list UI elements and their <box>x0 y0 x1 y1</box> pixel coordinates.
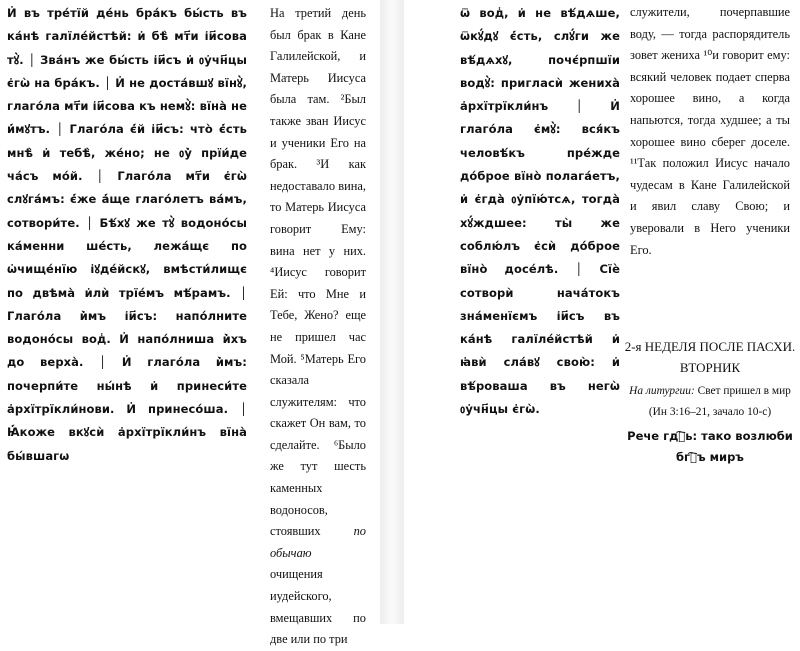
russian-text-italic-segment: по обычаю <box>270 524 366 560</box>
russian-text-segment: очищения иудейского, вмещавших по две или по три <box>270 567 366 647</box>
reading-label: На литургии: <box>629 385 695 397</box>
russian-text-column <box>630 2 790 261</box>
slavonic-incipit: Рече гдⷭ҇ь: тако возлюби бгⷭ҇ъ миръ <box>627 429 793 464</box>
reading-reference: (Ин 3:16–21, зачало 10-с) <box>648 406 772 418</box>
book-gutter <box>380 0 404 624</box>
slavonic-gospel-text: И҆ въ тре́тїй де́нь бра́къ бы́сть въ ка́нѣ галїле́йстѣй: и҆ бѣ̀ мт҃и і҆и҃сова тꙋ̀. │ Зва́нъ же бы́сть і҆и҃съ и҆ ᲂу҆чн҃цы є҆гѡ̀ на бра́къ. │ И҆ не доста́вшꙋ вїнꙋ̀, глаго́ла мт҃и і҆и҃сова къ немꙋ̀: вїна̀ не и҆́мꙋтъ. │ Глаго́ла є҆́й і҆и҃съ: что̀ є҆́сть мнѣ̀ и҆ тебѣ̀, же́но; не ᲂу҆̀ прїи́де ча́съ мо́й. │ Глаго́ла мт҃и є҆гѡ̀ слꙋга́мъ: є҆́же а҆́ще глаго́летъ ва́мъ, сотвори́те. │ Бѣ́хꙋ же тꙋ̀ водоно́сы ка́менни ше́сть, лежа́щє по ѡ҆чище́нїю і҆ꙋде́йскꙋ, вмѣсти́лищє по двѣма̀ и҆лѝ трїе́мъ мѣ́рамъ. │ Глаго́ла и҆̀мъ і҆и҃съ: напо́лните водоно́сы вод̾. И҆ напо́лниша и҆̀хъ до верха̀. │ И҆ глаго́ла и҆̀мъ: почерпи́те ны́нѣ и҆ принеси́те а҆рхїтрїкли́нови. И҆ принесо́ша. │ Ꙗ҆́коже вкꙋсѝ а҆рхїтрїкли́нъ вїна̀ бы́вшагѡ <box>7 6 247 463</box>
reading-info <box>620 381 800 423</box>
right-page <box>404 0 800 624</box>
left-page <box>0 0 380 647</box>
russian-gospel-text <box>270 3 366 651</box>
russian-text-segment: На третий день был брак в Кане Галилейской, и Матерь Иисуса была там. ²Был также зван Иисус и ученики Его на брак. ³И как недоставало вина, то Матерь Иисуса говорит Ему: вина нет у них. ⁴Иисус говорит Ей: что Мне и Тебе, Жено? еще не пришел час Мой. ⁵Матерь Его сказала служителям: что скажет Он вам, то сделайте. ⁶Было же тут шесть каменных водоносов, стоявших <box>270 6 366 539</box>
section-heading: 2-я НЕДЕЛЯ ПОСЛЕ ПАСХИ. ВТОРНИК <box>624 339 796 375</box>
russian-gospel-text: служители, почерпавшие воду, — тогда распорядитель зовет жениха ¹⁰и говорит ему: всякий человек подает сперва хорошее вино, а когда напьются, тогда худшее; а ты хорошее вино сберег доселе. ¹¹Так положил Иисус начало чудесам в Кане Галилейской и явил славу Свою; и уверовали в Него ученики Его. <box>630 5 790 257</box>
reading-title: Свет пришел в мир <box>694 385 791 397</box>
russian-text-column <box>270 3 366 651</box>
reading-line <box>620 381 800 402</box>
slavonic-text-column <box>460 2 620 421</box>
slavonic-text-column <box>7 2 247 468</box>
slavonic-gospel-text: ѿ вод̾, и҆ не вѣ́дѧше, ѿкꙋ́дꙋ є҆́сть, слꙋ́ги же вѣ́дѧхꙋ, почє́рпшїи водꙋ̀: пригласѝ жениха̀ а҆рхїтрїкли́нъ │ И҆ глаго́ла є҆мꙋ̀: вся́къ человѣ́къ пре́жде до́брое вїно̀ полага́етъ, и҆ є҆гда̀ ᲂу҆пїю́тсѧ, тогда̀ хꙋ́ждшее: ты̀ же соблю́лъ є҆сѝ до́брое вїно̀ досе́лѣ. │ Сїѐ сотворѝ нача́токъ зна́менїємъ і҆и҃съ въ ка́нѣ галїле́йстѣй и҆ ꙗ҆вѝ сла́вꙋ свою̀: и҆ вѣ́роваша въ негѡ̀ ᲂу҆чн҃цы є҆гѡ̀. <box>460 6 620 417</box>
